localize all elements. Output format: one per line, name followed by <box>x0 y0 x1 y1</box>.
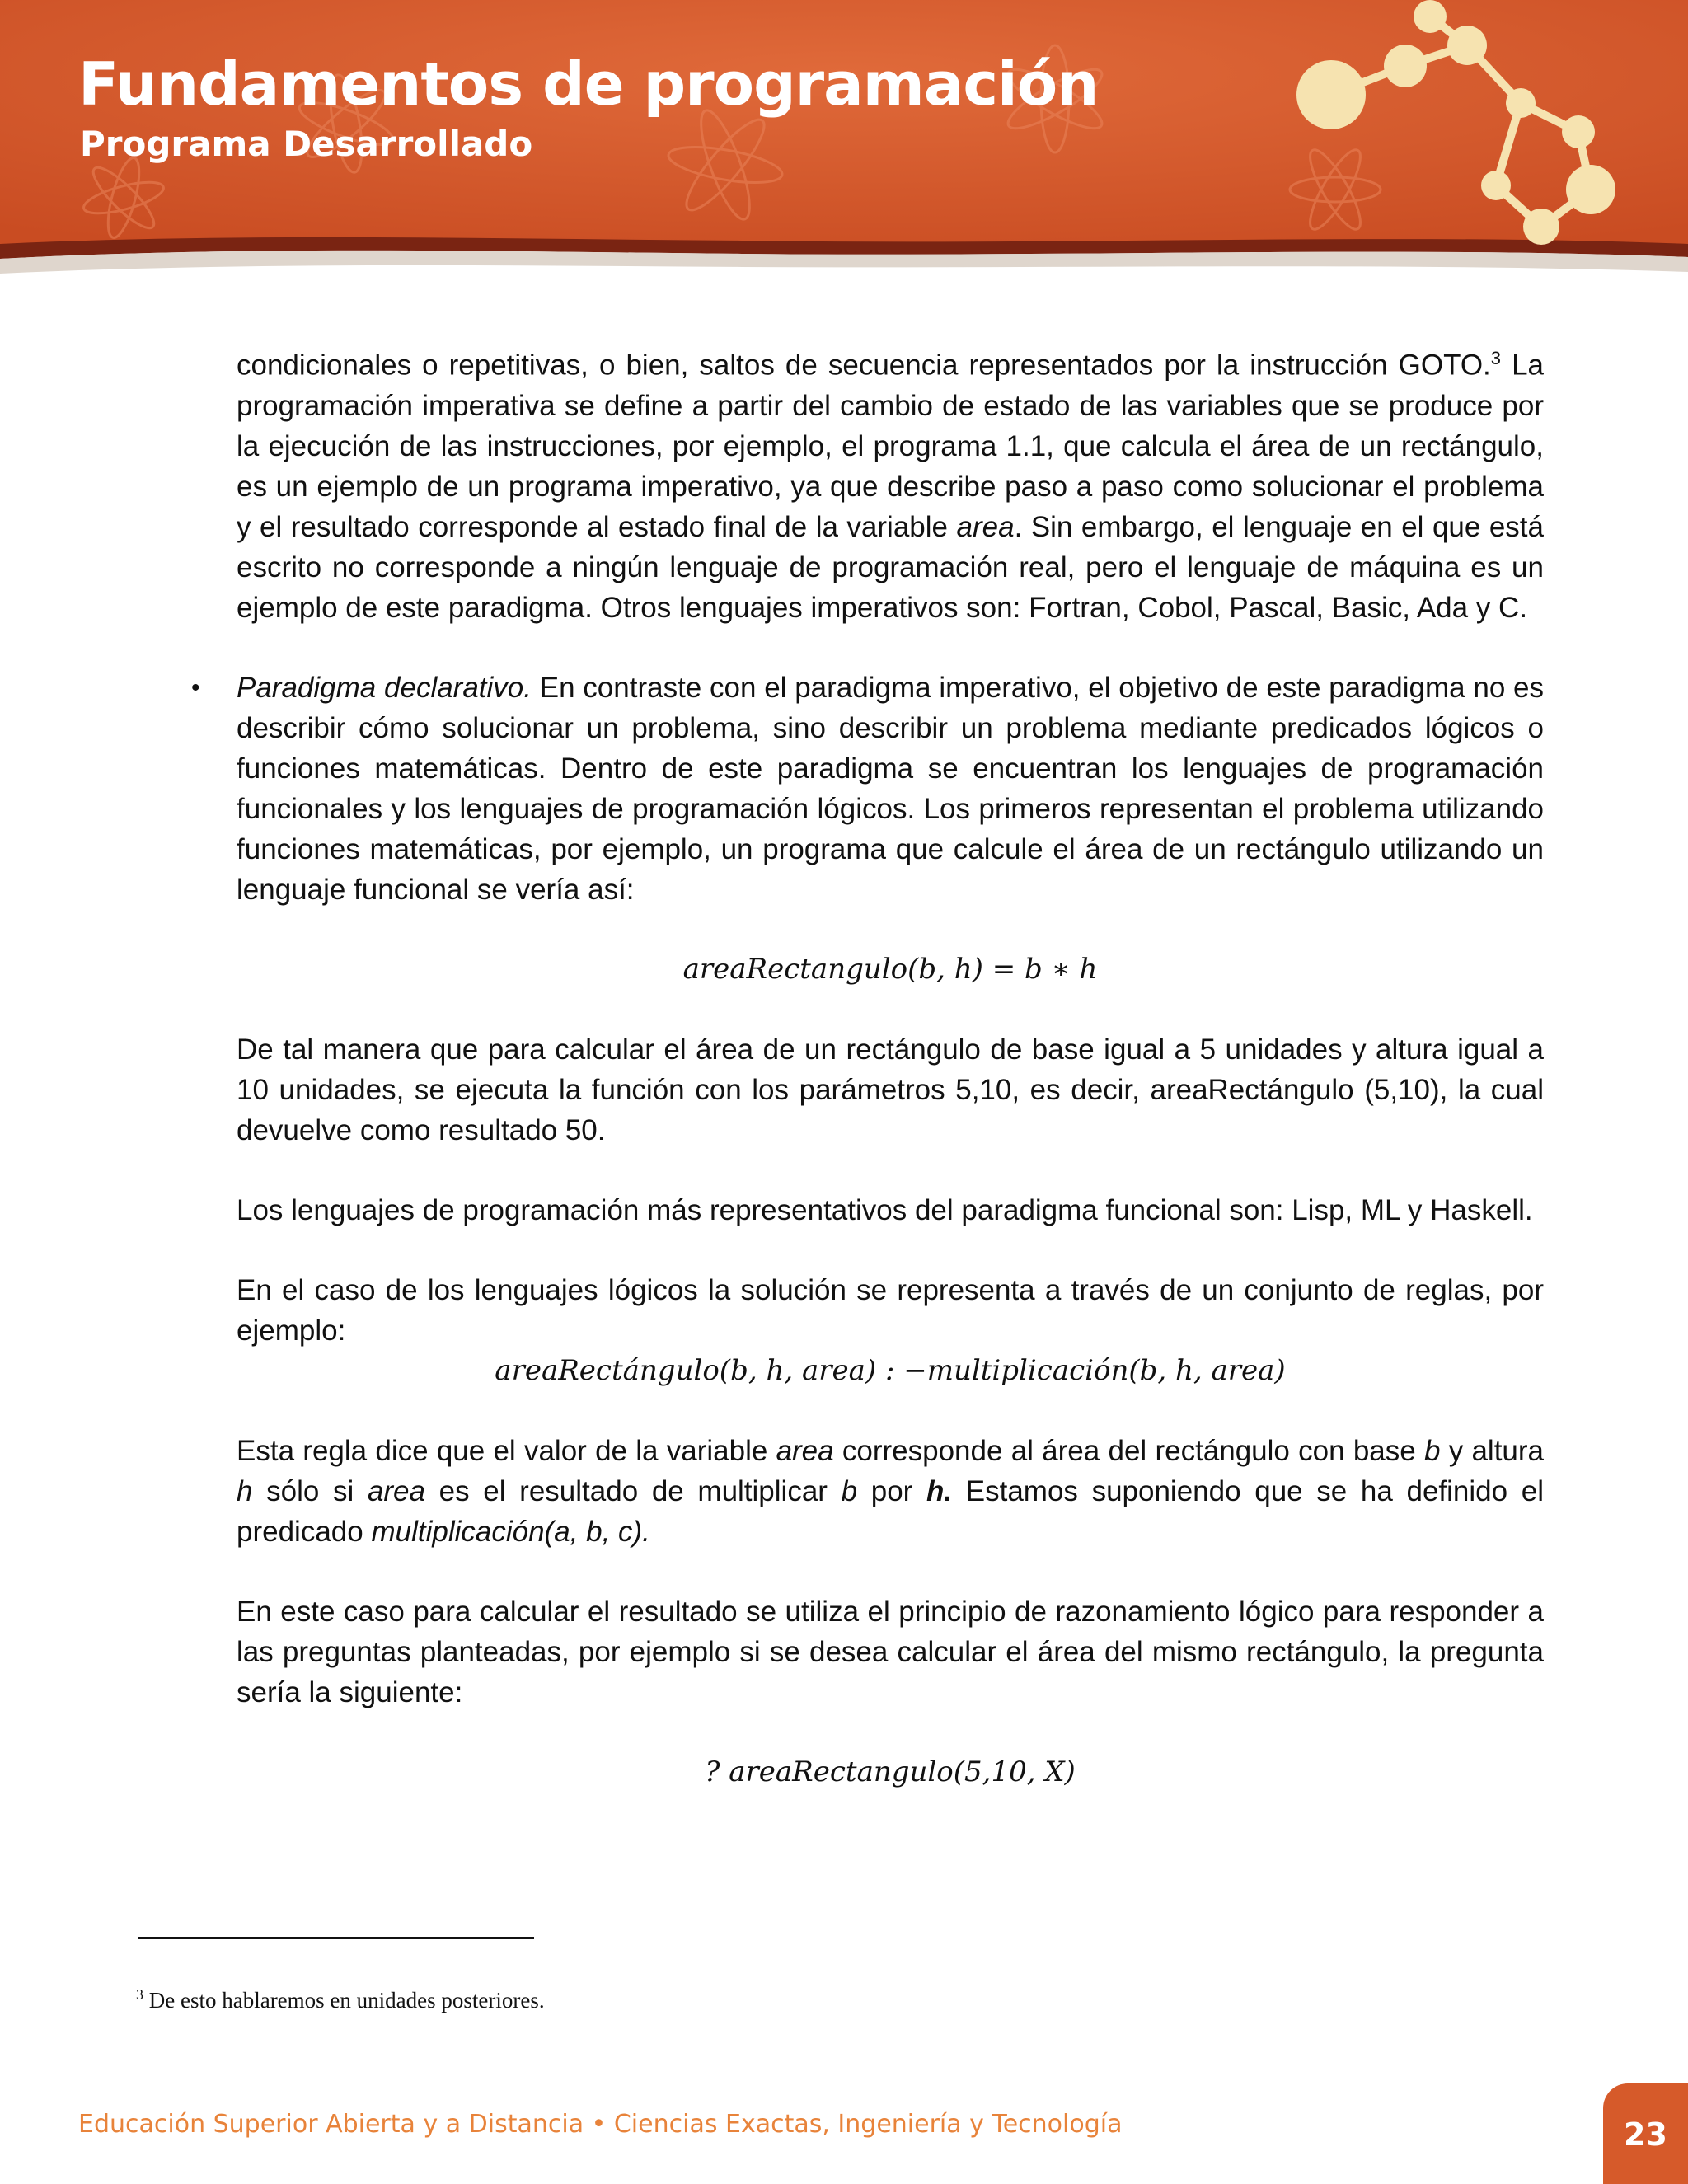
bullet-item-declarative <box>191 668 1544 910</box>
paragraph-rule-explanation <box>237 1431 1544 1552</box>
footnote-ref: 3 <box>1490 348 1502 368</box>
page-number-tab <box>1603 2083 1688 2184</box>
variable-name: b <box>1423 1434 1441 1467</box>
page-subtitle: Programa Desarrollado <box>80 124 533 164</box>
paragraph-imperative <box>237 338 1544 628</box>
variable-name: area <box>776 1434 834 1467</box>
text-run: corresponde al área del rectángulo con base <box>833 1434 1424 1467</box>
predicate-name: multiplicación(a, b, c). <box>371 1515 650 1548</box>
text-run: sólo si <box>252 1474 368 1507</box>
formula-logic-rule: areaRectángulo(b, h, area) : −multiplicación(b, h, area) <box>495 1353 1286 1387</box>
footnote-mark: 3 <box>136 1986 143 2003</box>
paragraph-logic-intro: En el caso de los lenguajes lógicos la solución se representa a través de un conjunto de reglas, por ejemplo: <box>237 1273 1544 1347</box>
page-title: Fundamentos de programación <box>78 49 1099 119</box>
variable-name: area <box>956 510 1015 543</box>
footer-text: Educación Superior Abierta y a Distancia • Ciencias Exactas, Ingeniería y Tecnología <box>78 2110 1123 2139</box>
text-run: Estamos suponiendo que se ha definido el predicado <box>237 1474 1544 1548</box>
formula-functional: areaRectangulo(b, h) = b ∗ h <box>682 952 1098 986</box>
paragraph-logic-reasoning: En este caso para calcular el resultado se utiliza el principio de razonamiento lógico para responder a las preguntas planteadas, por ejemplo si se desea calcular el área del mismo rectángulo, la pregunta sería la siguiente: <box>237 1595 1544 1708</box>
bullet-text: En contraste con el paradigma imperativo, el objetivo de este paradigma no es describir cómo solucionar un problema, sino describir un problema mediante predicados lógicos o funciones matemáticas. Dentro de este paradigma se encuentran los lenguajes de programación funcionales y los lenguajes de programación lógicos. Los primeros representan el problema utilizando funciones matemáticas, por ejemplo, un programa que calcule el área de un rectángulo utilizando un lenguaje funcional se vería así: <box>237 671 1544 906</box>
text-run: condicionales o repetitivas, o bien, saltos de secuencia representados por la instrucción GOTO. <box>237 349 1491 382</box>
page-number: 23 <box>1624 2116 1667 2153</box>
text-run: Esta regla dice que el valor de la variable <box>237 1434 776 1467</box>
text-run: por <box>857 1474 926 1507</box>
page-header <box>0 0 1688 280</box>
text-run: y altura <box>1440 1434 1545 1467</box>
bullet-title: Paradigma declarativo. <box>237 671 532 704</box>
paragraph-example: De tal manera que para calcular el área de un rectángulo de base igual a 5 unidades y altura igual a 10 unidades, se ejecuta la función con los parámetros 5,10, es decir, areaRectángulo (5,10), la cual devuelve como resultado 50. <box>237 1033 1544 1146</box>
text-run: La programación imperativa se define a partir del cambio de estado de las variables que se produce por la ejecución de las instrucciones, por ejemplo, el programa 1.1, que calcula el área de un rectángulo, es un ejemplo de un programa imperativo, ya que describe paso a paso como solucionar el problema y el resultado corresponde al estado final de la variable <box>237 349 1544 543</box>
text-run: . Sin embargo, el lenguaje en el que está escrito no corresponde a ningún lenguaje de programación real, pero el lenguaje de máquina es un ejemplo de este paradigma. Otros lenguajes imperativos son: Fortran, Cobol, Pascal, Basic, Ada y C. <box>237 510 1544 624</box>
bullet-icon: • <box>191 673 200 701</box>
variable-name: area <box>367 1474 425 1507</box>
formula-query: ? areaRectangulo(5,10, X) <box>705 1755 1076 1788</box>
paragraph-functional-languages: Los lenguajes de programación más representativos del paradigma funcional son: Lisp, ML y Haskell. <box>237 1193 1533 1226</box>
variable-name: h. <box>926 1474 953 1507</box>
footnote-text: De esto hablaremos en unidades posteriores. <box>143 1988 545 2013</box>
variable-name: b <box>841 1474 858 1507</box>
footnote-divider <box>138 1937 534 1939</box>
main-content <box>191 338 1545 1793</box>
variable-name: h <box>237 1474 253 1507</box>
footnote <box>136 1986 545 2013</box>
text-run: es el resultado de multiplicar <box>425 1474 842 1507</box>
